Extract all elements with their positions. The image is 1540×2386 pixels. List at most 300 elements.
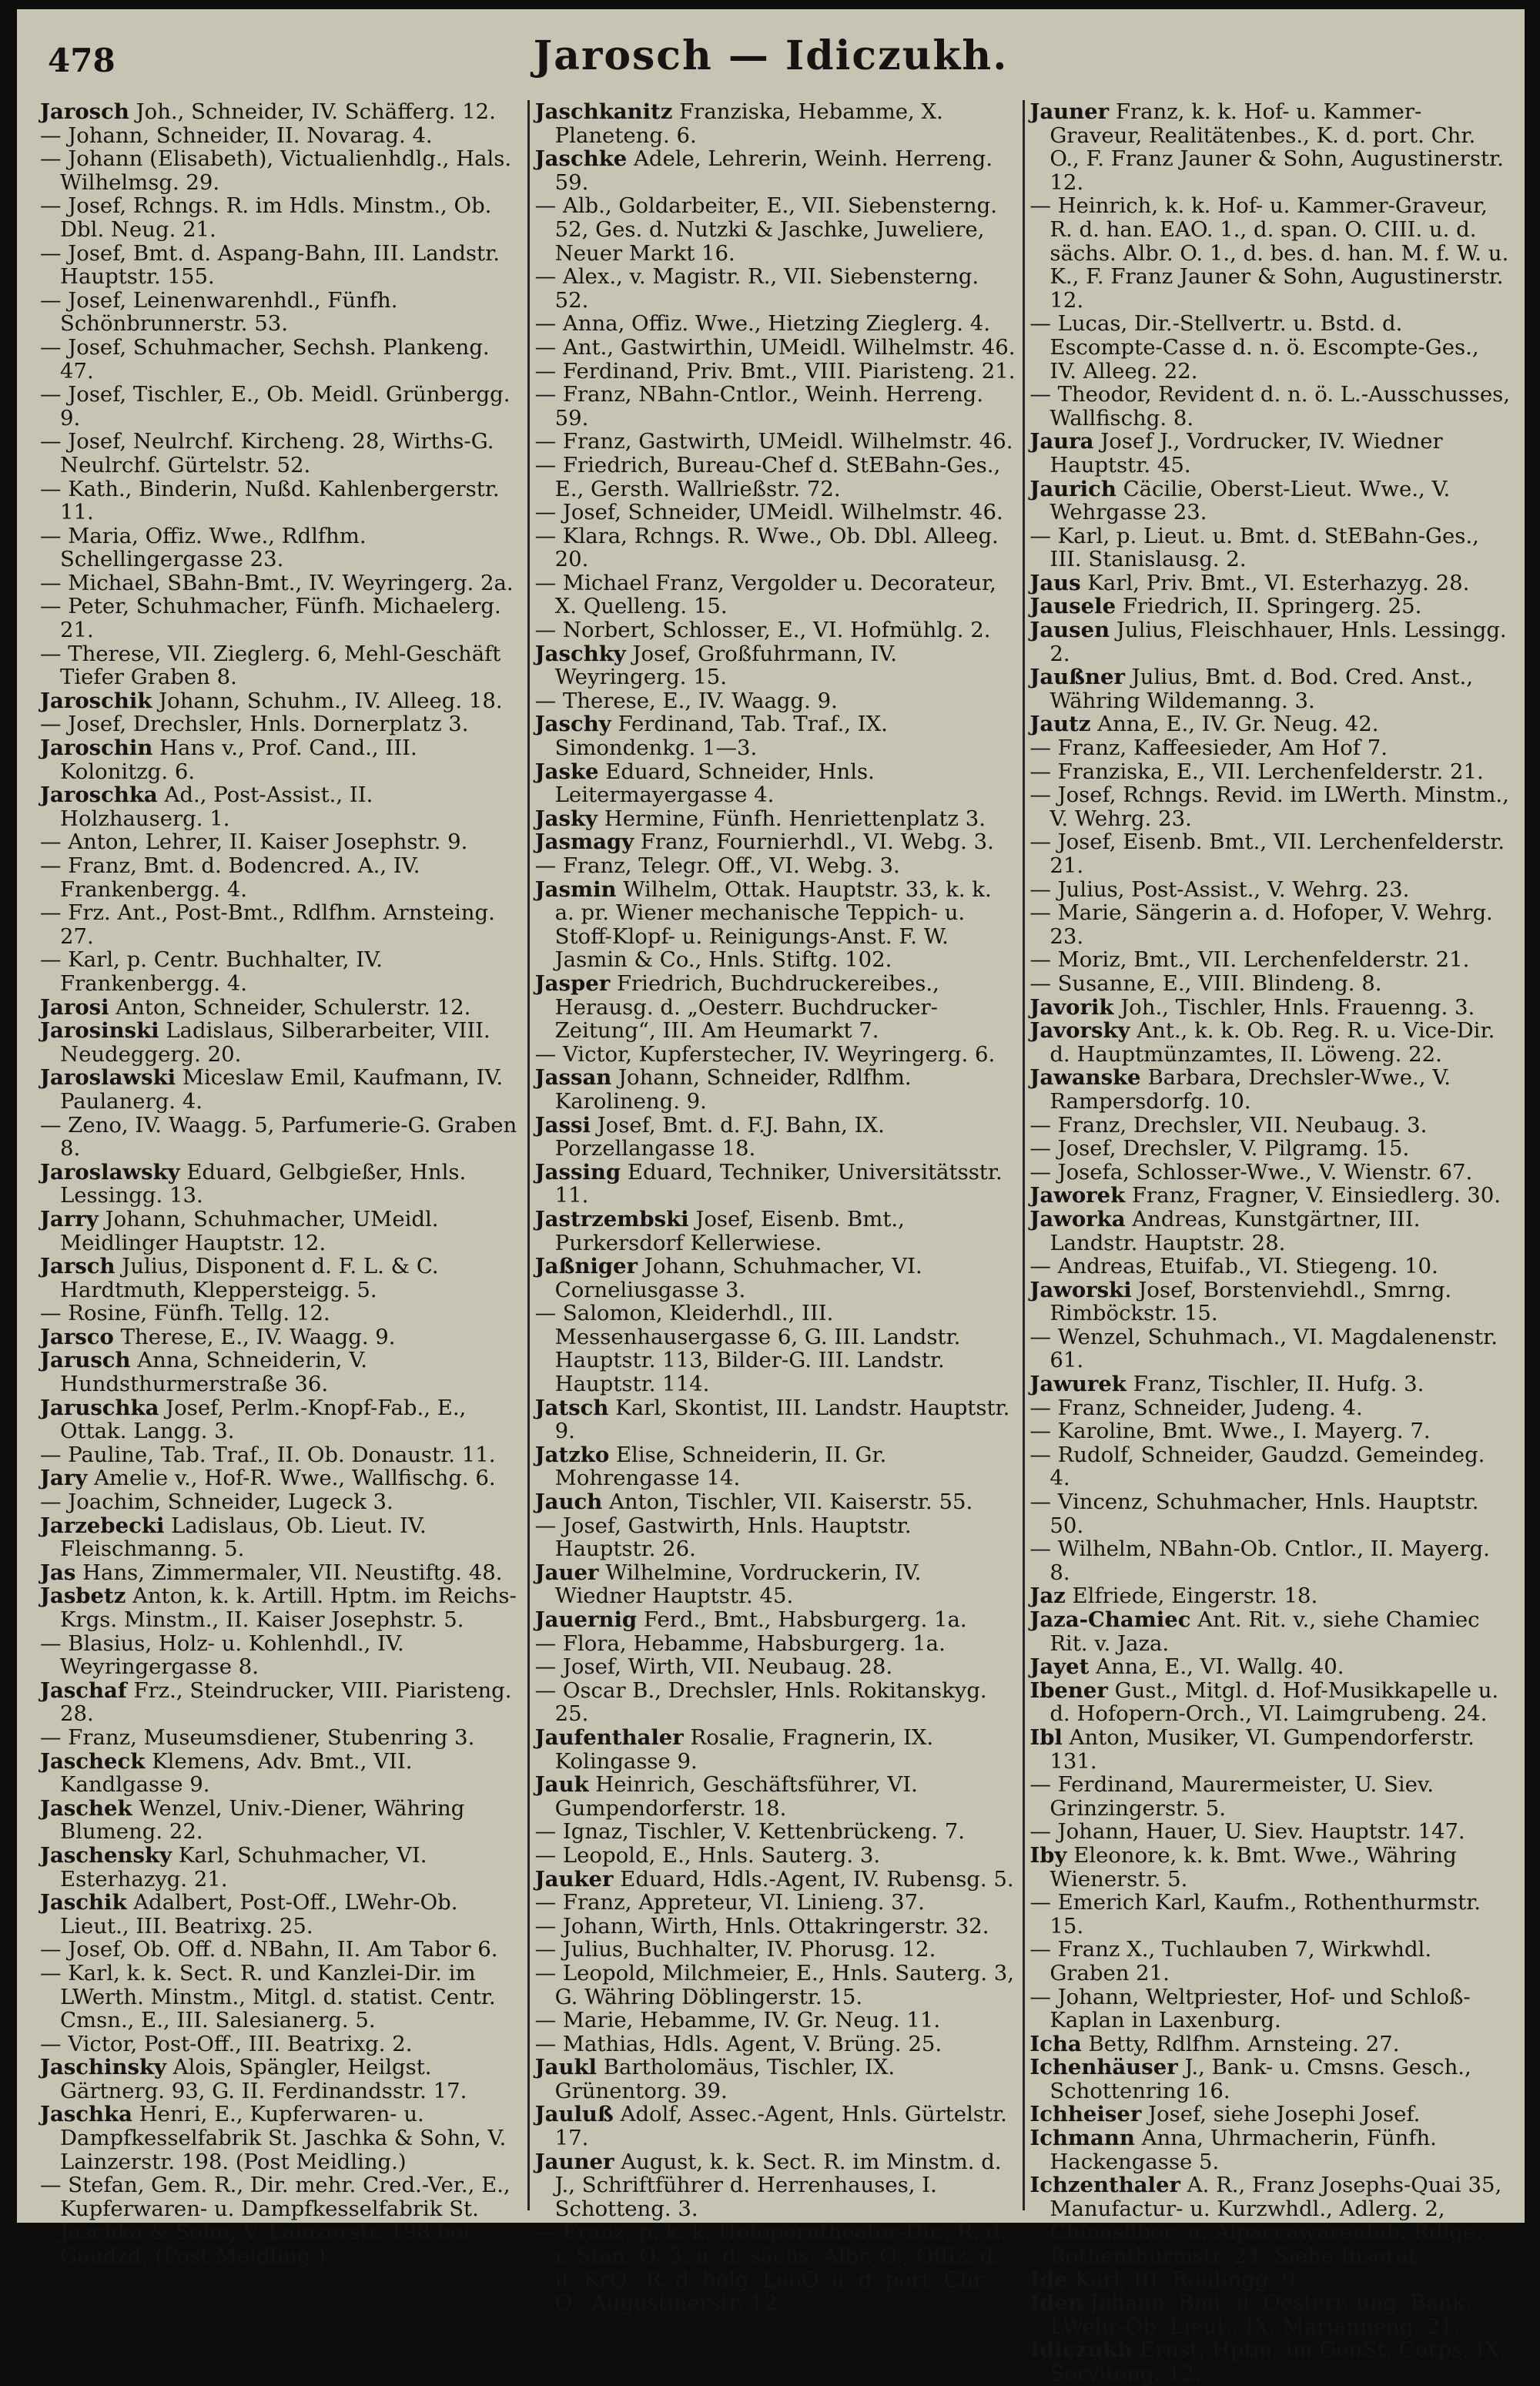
entry-text: — Karl, p. Lieut. u. Bmt. d. StEBahn-Ges., III. Stanislausg. 2. — [1029, 523, 1479, 572]
directory-entry — [40, 242, 521, 289]
column-3 — [1029, 100, 1511, 2386]
entry-surname: Jaroschik — [40, 688, 152, 713]
entry-text: — Ant., Gastwirthin, UMeidl. Wilhelmstr. 46. — [534, 334, 1016, 360]
directory-entry — [1029, 1537, 1511, 1584]
entry-surname: Jaßniger — [534, 1254, 638, 1279]
entry-surname: Jauk — [534, 1772, 589, 1798]
entry-surname: Jauer — [534, 1560, 599, 1585]
entry-surname: Jaza-Chamiec — [1029, 1607, 1191, 1632]
entry-text: — Emerich Karl, Kaufm., Rothenthurmstr. 15. — [1029, 1890, 1481, 1939]
directory-entry — [40, 1066, 521, 1113]
entry-text: — Josef, Neulrchf. Kircheng. 28, Wirths-G. Neulrchf. Gürtelstr. 52. — [40, 429, 494, 478]
entry-text: Johann, Schuhm., IV. Alleeg. 18. — [159, 688, 503, 713]
directory-entry — [535, 1490, 1016, 1514]
directory-entry — [40, 383, 521, 430]
directory-entry — [1029, 2268, 1511, 2292]
entry-surname: Jauner — [534, 2149, 614, 2174]
entry-surname: Icha — [1029, 2031, 1082, 2056]
directory-entry — [535, 1114, 1016, 1161]
entry-text: Anna, E., VI. Wallg. 40. — [1096, 1654, 1344, 1680]
entry-text: Gust., Mitgl. d. Hof-Musikkapelle u. d. Hofopern-Orch., VI. Laimgrubeng. 24. — [1050, 1677, 1499, 1727]
entry-text: — Michael Franz, Vergolder u. Decorateur, X. Quelleng. 15. — [534, 570, 996, 619]
entry-text: — Josef, Rchngs. Revid. im LWerth. Minstm., V. Wehrg. 23. — [1029, 782, 1509, 831]
directory-entry — [535, 878, 1016, 972]
entry-text: — Frz. Ant., Post-Bmt., Rdlfhm. Arnsteing. 27. — [40, 900, 495, 949]
entry-text: — Franz, Telegr. Off., VI. Webg. 3. — [534, 853, 900, 878]
directory-entry — [1029, 996, 1511, 1020]
directory-entry — [1029, 830, 1511, 877]
directory-entry — [40, 736, 521, 783]
directory-entry — [535, 194, 1016, 265]
entry-text: Heinrich, Geschäftsführer, VI. Gumpendorferstr. 18. — [554, 1772, 918, 1821]
entry-text: — Franz, Gastwirth, UMeidl. Wilhelmstr. 46. — [534, 429, 1013, 454]
directory-entry — [40, 1726, 521, 1750]
entry-text: — Josef, Leinenwarenhdl., Fünfh. Schönbrunnerstr. 53. — [40, 287, 398, 337]
entry-text: Franz, Tischler, II. Hufg. 3. — [1133, 1372, 1424, 1397]
directory-entry — [535, 2056, 1016, 2103]
directory-entry — [40, 524, 521, 571]
directory-entry — [1029, 878, 1511, 902]
directory-entry — [535, 1962, 1016, 2009]
page-number: 478 — [48, 42, 116, 79]
directory-entry — [535, 1820, 1016, 1844]
entry-surname: Jaroschin — [40, 736, 153, 761]
entry-surname: Jaus — [1029, 570, 1081, 595]
directory-entry — [1029, 194, 1511, 312]
entry-surname: Jarzebecki — [40, 1513, 165, 1538]
entry-text: Anton, Schneider, Schulerstr. 12. — [116, 994, 471, 1020]
entry-text: — Josef, Tischler, E., Ob. Meidl. Grünbergg. 9. — [40, 382, 511, 431]
entry-text: Rosalie, Fragnerin, IX. Kolingasse 9. — [554, 1724, 934, 1774]
directory-entry — [535, 147, 1016, 194]
page-header — [17, 9, 1525, 102]
entry-text: Eduard, Gelbgießer, Hnls. Lessingg. 13. — [60, 1159, 467, 1208]
entry-text: Ferdinand, Tab. Traf., IX. Simondenkg. 1—3. — [554, 712, 888, 761]
entry-surname: Jaußner — [1029, 665, 1126, 690]
entry-surname: Jaurich — [1029, 476, 1116, 501]
entry-text: Wenzel, Univ.-Diener, Währing Blumeng. 22. — [60, 1795, 465, 1845]
directory-entry — [1029, 736, 1511, 760]
entry-text: Anton, k. k. Artill. Hptm. im Reichs-Krgs. Minstm., II. Kaiser Josephstr. 5. — [60, 1583, 517, 1632]
entry-surname: Jaschaf — [40, 1677, 127, 1703]
directory-page — [17, 9, 1525, 2386]
directory-entry — [535, 830, 1016, 854]
entry-text: — Julius, Post-Assist., V. Wehrg. 23. — [1029, 876, 1410, 902]
entry-surname: Jaschensky — [40, 1842, 172, 1868]
directory-entry — [40, 1255, 521, 1302]
entry-surname: Jaschik — [40, 1890, 127, 1915]
entry-surname: Jatzko — [534, 1442, 610, 1467]
entry-text: Eleonore, k. k. Bmt. Wwe., Währing Wienerstr. 5. — [1050, 1842, 1457, 1892]
column-2 — [535, 100, 1016, 2386]
entry-text: — Peter, Schuhmacher, Fünfh. Michaelerg. 21. — [40, 594, 501, 643]
entry-text: — Johann (Elisabeth), Victualienhdlg., Hals. Wilhelmsg. 29. — [40, 146, 512, 195]
entry-text: — Karl, k. k. Sect. R. und Kanzlei-Dir. im LWerth. Minstm., Mitgl. d. statist. Centr. Cmsn., E., III. Salesianerg. 5. — [40, 1960, 496, 2033]
entry-surname: Jaworka — [1029, 1206, 1126, 1232]
directory-entry — [40, 712, 521, 736]
entry-text: Ladislaus, Silberarbeiter, VIII. Neudeggerg. 20. — [60, 1018, 490, 1067]
directory-entry — [40, 2103, 521, 2173]
directory-entry — [40, 1114, 521, 1161]
entry-text: Klemens, Adv. Bmt., VII. Kandlgasse 9. — [60, 1748, 413, 1798]
directory-entry — [1029, 1255, 1511, 1278]
directory-entry — [535, 689, 1016, 713]
directory-entry — [535, 1561, 1016, 1608]
directory-entry — [535, 100, 1016, 147]
directory-entry — [1029, 712, 1511, 736]
directory-entry — [40, 1161, 521, 1208]
directory-entry — [1029, 2338, 1511, 2385]
directory-entry — [1029, 1208, 1511, 1255]
entry-text: — Ferdinand, Maurermeister, U. Siev. Grinzingerstr. 5. — [1029, 1772, 1434, 1821]
entry-surname: Ichzenthaler — [1029, 2173, 1180, 2198]
directory-entry — [40, 289, 521, 336]
entry-text: Ladislaus, Ob. Lieut. IV. Fleischmanng. 5. — [60, 1513, 427, 1562]
directory-entry — [1029, 972, 1511, 996]
entry-text: — Josef, Wirth, VII. Neubaug. 28. — [534, 1654, 893, 1680]
entry-text: Adele, Lehrerin, Weinh. Herreng. 59. — [554, 146, 993, 195]
entry-text: Adolf, Assec.-Agent, Hnls. Gürtelstr. 17. — [554, 2102, 1007, 2151]
entry-text: — Franz, Appreteur, VI. Linieng. 37. — [534, 1890, 925, 1915]
entry-surname: Ide — [1029, 2267, 1068, 2292]
entry-text: Betty, Rdlfhm. Arnsteing. 27. — [1088, 2031, 1400, 2056]
directory-entry — [1029, 760, 1511, 784]
entry-text: Karl, Skontist, III. Landstr. Hauptstr. 9. — [554, 1395, 1010, 1444]
directory-entry — [40, 1561, 521, 1585]
directory-entry — [1029, 1726, 1511, 1773]
entry-text: Karl, III. Reulingg. 9. — [1074, 2267, 1303, 2292]
entry-text: — Blasius, Holz- u. Kohlenhdl., IV. Weyringergasse 8. — [40, 1630, 404, 1680]
directory-entry — [535, 430, 1016, 454]
entry-surname: Iden — [1029, 2290, 1083, 2316]
entry-text: — Franz, p. k. k. Hofoperntheater-Dir., R. d. r. Stan. O. 3. u. d. sächs. Albr. O., Offiz. d. it. KrO., R. d. belg. LeoO. u. d. port. Chr. O., Augustinerstr. 12. — [534, 2220, 1007, 2316]
directory-entry — [1029, 312, 1511, 383]
entry-text: — Stefan, Gem. R., Dir. mehr. Cred.-Ver., E., Kupferwaren- u. Dampfkesselfabrik St. Jaschka & Sohn, V. Lainzerstr. 198 bei Gaudzd. (Post Meidling.) — [40, 2173, 511, 2269]
entry-text: Andreas, Kunstgärtner, III. Landstr. Hauptstr. 28. — [1050, 1206, 1421, 1255]
entry-surname: Jasmin — [534, 876, 617, 902]
entry-text: Josef, Perlm.-Knopf-Fab., E., Ottak. Langg. 3. — [60, 1395, 467, 1444]
directory-entry — [1029, 2103, 1511, 2126]
entry-surname: Jassi — [534, 1112, 591, 1138]
directory-entry — [1029, 100, 1511, 194]
directory-entry — [40, 1584, 521, 1631]
directory-entry — [535, 1915, 1016, 1939]
entry-text: — Wenzel, Schuhmach., VI. Magdalenenstr. 61. — [1029, 1324, 1498, 1373]
directory-entry — [1029, 618, 1511, 665]
entry-text: — Victor, Post-Off., III. Beatrixg. 2. — [40, 2031, 413, 2056]
directory-entry — [40, 1679, 521, 1726]
directory-entry — [535, 1844, 1016, 1868]
entry-text: Franz, Fournierhdl., VI. Webg. 3. — [640, 829, 994, 855]
directory-entry — [535, 1302, 1016, 1396]
directory-entry — [535, 501, 1016, 524]
entry-text: — Heinrich, k. k. Hof- u. Kammer-Graveur, R. d. han. EAO. 1., d. span. O. CIII. u. d. sächs. Albr. O. 1., d. bes. d. han. M. f. W. u. K., F. Franz Jauner & Sohn, Augustinerstr. 12. — [1029, 193, 1509, 313]
directory-entry — [1029, 478, 1511, 524]
directory-entry — [1029, 1773, 1511, 1820]
directory-entry — [40, 830, 521, 854]
directory-entry — [535, 1938, 1016, 1962]
directory-entry — [535, 1208, 1016, 1255]
entry-surname: Jasbetz — [40, 1583, 126, 1609]
entry-text: Ernst, Hptm. im GenSt. Corps, IX. Serviteng. 12. — [1050, 2337, 1506, 2386]
entry-text: Josef, Bmt. d. F.J. Bahn, IX. Porzellangasse 18. — [554, 1112, 885, 1161]
directory-entry — [535, 1655, 1016, 1679]
entry-text: — Josefa, Schlosser-Wwe., V. Wienstr. 67. — [1029, 1159, 1473, 1185]
entry-text: Franz, k. k. Hof- u. Kammer-Graveur, Realitätenbes., K. d. port. Chr. O., F. Franz Jauner & Sohn, Augustinerstr. 12. — [1050, 99, 1504, 195]
entry-surname: Jauluß — [534, 2102, 614, 2127]
entry-surname: Jary — [40, 1466, 88, 1491]
directory-entry — [1029, 1396, 1511, 1420]
entry-text: — Franz, Museumsdiener, Stubenring 3. — [40, 1724, 475, 1750]
entry-text: — Susanne, E., VIII. Blindeng. 8. — [1029, 970, 1382, 996]
entry-surname: Jaura — [1029, 429, 1094, 454]
entry-text: — Josef, Rchngs. R. im Hdls. Minstm., Ob. Dbl. Neug. 21. — [40, 193, 492, 242]
entry-surname: Jaworski — [1029, 1277, 1132, 1302]
entry-surname: Jauner — [1029, 99, 1110, 124]
entry-text: — Vincenz, Schuhmacher, Hnls. Hauptstr. 50. — [1029, 1490, 1479, 1538]
directory-entry — [535, 1891, 1016, 1915]
entry-text: — Mathias, Hdls. Agent, V. Brüng. 25. — [534, 2031, 942, 2056]
entry-text: — Therese, E., IV. Waagg. 9. — [534, 688, 838, 713]
entry-text: — Andreas, Etuifab., VI. Stiegeng. 10. — [1029, 1254, 1438, 1279]
entry-surname: Jassing — [534, 1159, 621, 1185]
entry-text: Frz., Steindrucker, VIII. Piaristeng. 28. — [60, 1677, 512, 1727]
entry-surname: Jaroslawsky — [40, 1159, 180, 1185]
entry-text: Johann, Schneider, Rdlfhm. Karolineng. 9. — [554, 1065, 912, 1114]
entry-surname: Jaschky — [534, 641, 626, 666]
entry-text: — Anna, Offiz. Wwe., Hietzing Zieglerg. 4. — [534, 311, 990, 337]
entry-text: Anton, Tischler, VII. Kaiserstr. 55. — [608, 1490, 973, 1515]
entry-text: Josef J., Vordrucker, IV. Wiedner Hauptstr. 45. — [1050, 429, 1443, 478]
entry-text: — Oscar B., Drechsler, Hnls. Rokitanskyg. 25. — [534, 1677, 987, 1727]
entry-text: — Franz, Drechsler, VII. Neubaug. 3. — [1029, 1112, 1428, 1138]
entry-text: — Alb., Goldarbeiter, E., VII. Siebensterng. 52, Ges. d. Nutzki & Jaschke, Juweliere, Neuer Markt 16. — [534, 193, 997, 266]
directory-entry — [40, 2056, 521, 2103]
directory-entry — [535, 571, 1016, 618]
entry-surname: Ibl — [1029, 1724, 1063, 1750]
directory-entry — [1029, 1986, 1511, 2032]
entry-text: — Therese, VII. Zieglerg. 6, Mehl-Geschäft Tiefer Graben 8. — [40, 641, 501, 690]
directory-entry — [1029, 2032, 1511, 2056]
entry-surname: Jauch — [534, 1490, 603, 1515]
directory-entry — [40, 996, 521, 1020]
entry-text: Wilhelm, Ottak. Hauptstr. 33, k. k. a. pr. Wiener mechanische Teppich- u. Stoff-Klopf- u. Reinigungs-Anst. F. W. Jasmin & Co., Hnls. Stiftg. 102. — [554, 876, 992, 973]
entry-text: Joh., Tischler, Hnls. Frauenng. 3. — [1120, 994, 1475, 1020]
entry-text: Franz, Fragner, V. Einsiedlerg. 30. — [1131, 1183, 1502, 1208]
entry-text: Hermine, Fünfh. Henriettenplatz 3. — [604, 806, 986, 831]
directory-entry — [40, 1443, 521, 1467]
directory-entry — [1029, 1161, 1511, 1185]
directory-entry — [40, 1208, 521, 1255]
entry-surname: Jawurek — [1029, 1372, 1127, 1397]
page-title: Jarosch — Idiczukh. — [533, 32, 1009, 79]
directory-entry — [40, 147, 521, 194]
directory-entry — [40, 1632, 521, 1679]
directory-entry — [1029, 571, 1511, 595]
entry-text: Adalbert, Post-Off., LWehr-Ob. Lieut., III. Beatrixg. 25. — [60, 1890, 458, 1939]
entry-text: Julius, Disponent d. F. L. & C. Hardtmuth, Kleppersteigg. 5. — [60, 1254, 439, 1302]
directory-entry — [40, 1891, 521, 1938]
entry-text: J., Bank- u. Cmsns. Gesch., Schottenring 16. — [1050, 2055, 1471, 2103]
entry-text: — Josef, Schuhmacher, Sechsh. Plankeng. 47. — [40, 334, 490, 384]
column-1 — [40, 100, 521, 2386]
entry-surname: Jausele — [1029, 594, 1116, 619]
directory-entry — [40, 336, 521, 383]
directory-entry — [1029, 948, 1511, 972]
entry-text: — Michael, SBahn-Bmt., IV. Weyringerg. 2a. — [40, 570, 514, 595]
directory-entry — [535, 1161, 1016, 1208]
entry-text: — Anton, Lehrer, II. Kaiser Josephstr. 9. — [40, 829, 468, 855]
entry-text: — Leopold, Milchmeier, E., Hnls. Sauterg. 3, G. Währing Döblingerstr. 15. — [534, 1960, 1015, 2009]
directory-entry — [535, 1773, 1016, 1820]
directory-entry — [1029, 1584, 1511, 1608]
entry-text: Julius, Fleischhauer, Hnls. Lessingg. 2. — [1050, 618, 1507, 666]
directory-entry — [1029, 2173, 1511, 2267]
directory-entry — [535, 524, 1016, 571]
entry-surname: Jaschek — [40, 1795, 132, 1821]
directory-entry — [1029, 1844, 1511, 1891]
directory-entry — [1029, 1679, 1511, 1726]
entry-text: — Josef, Gastwirth, Hnls. Hauptstr. Hauptstr. 26. — [534, 1513, 912, 1562]
entry-surname: Javorik — [1029, 994, 1114, 1020]
entry-text: Johann, Schuhmacher, VI. Corneliusgasse 3. — [554, 1254, 922, 1302]
directory-entry — [535, 854, 1016, 878]
entry-text: — Johann, Weltpriester, Hof- und Schloß-Kaplan in Laxenburg. — [1029, 1984, 1471, 2033]
directory-entry — [535, 972, 1016, 1043]
entry-text: — Rosine, Fünfh. Tellg. 12. — [40, 1301, 330, 1326]
entry-text: — Karl, p. Centr. Buchhalter, IV. Frankenbergg. 4. — [40, 947, 383, 996]
entry-text: Anna, Schneiderin, V. Hundsthurmerstraße 36. — [60, 1348, 367, 1397]
directory-entry — [1029, 1608, 1511, 1655]
entry-text: Friedrich, II. Springerg. 25. — [1122, 594, 1422, 619]
entry-text: — Karoline, Bmt. Wwe., I. Mayerg. 7. — [1029, 1419, 1431, 1444]
directory-entry — [1029, 2291, 1511, 2338]
entry-surname: Jarosi — [40, 994, 109, 1020]
entry-text: — Josef, Bmt. d. Aspang-Bahn, III. Landstr. Hauptstr. 155. — [40, 240, 500, 290]
directory-entry — [1029, 1655, 1511, 1679]
entry-surname: Jassan — [534, 1065, 612, 1091]
entry-text: Johann, Bmt. d. Oesterr. ung. Bank, LWehr-Ob. Lieut., IX. Marianneng. 21. — [1050, 2290, 1472, 2339]
directory-entry — [40, 1490, 521, 1514]
directory-entry — [535, 1443, 1016, 1490]
directory-entry — [40, 2032, 521, 2056]
directory-entry — [1029, 1066, 1511, 1113]
directory-entry — [1029, 1443, 1511, 1490]
entry-text: — Rudolf, Schneider, Gaudzd. Gemeindeg. 4. — [1029, 1442, 1485, 1491]
directory-entry — [1029, 595, 1511, 618]
entry-text: — Victor, Kupferstecher, IV. Weyringerg. 6. — [534, 1041, 996, 1067]
entry-text: — Pauline, Tab. Traf., II. Ob. Donaustr. 11. — [40, 1442, 496, 1467]
directory-entry — [1029, 1490, 1511, 1537]
entry-surname: Jastrzembski — [534, 1206, 689, 1232]
entry-text: Josef, siehe Josephi Josef. — [1148, 2102, 1421, 2127]
directory-entry — [1029, 1278, 1511, 1325]
entry-surname: Jasper — [534, 970, 611, 996]
entry-surname: Jaschy — [534, 712, 611, 737]
directory-entry — [535, 454, 1016, 501]
directory-entry — [1029, 1325, 1511, 1372]
directory-entry — [1029, 383, 1511, 430]
entry-text: Franziska, Hebamme, X. Planeteng. 6. — [554, 99, 943, 148]
entry-text: — Klara, Rchngs. R. Wwe., Ob. Dbl. Alleeg. 20. — [534, 523, 999, 572]
directory-entry — [535, 2220, 1016, 2314]
entry-surname: Jaroslawski — [40, 1065, 176, 1091]
entry-surname: Jaworek — [1029, 1183, 1126, 1208]
entry-text: Henri, E., Kupferwaren- u. Dampfkesselfabrik St. Jaschka & Sohn, V. Lainzerstr. 198. (Post Meidling.) — [60, 2102, 507, 2174]
entry-text: — Theodor, Revident d. n. ö. L.-Ausschusses, Wallfischg. 8. — [1029, 382, 1511, 431]
directory-entry — [40, 901, 521, 948]
entry-text: Bartholomäus, Tischler, IX. Grünentorg. 39. — [554, 2055, 896, 2103]
entry-text: Elise, Schneiderin, II. Gr. Mohrengasse 14. — [554, 1442, 887, 1491]
entry-surname: Jawanske — [1029, 1065, 1141, 1091]
directory-entry — [1029, 1372, 1511, 1396]
entry-text: — Flora, Hebamme, Habsburgerg. 1a. — [534, 1630, 946, 1656]
entry-text: Amelie v., Hof-R. Wwe., Wallfischg. 6. — [94, 1466, 496, 1491]
directory-entry — [535, 336, 1016, 360]
entry-text: Josef, Eisenb. Bmt., Purkersdorf Kellerwiese. — [554, 1206, 905, 1255]
entry-surname: Idiczukh — [1029, 2337, 1133, 2363]
directory-entry — [535, 760, 1016, 807]
directory-entry — [40, 1750, 521, 1797]
entry-text: Wilhelmine, Vordruckerin, IV. Wiedner Hauptstr. 45. — [554, 1560, 922, 1609]
entry-text: Joh., Schneider, IV. Schäfferg. 12. — [136, 99, 496, 124]
entry-surname: Jaufenthaler — [534, 1724, 684, 1750]
directory-entry — [535, 618, 1016, 642]
entry-surname: Jasmagy — [534, 829, 634, 855]
entry-text: Cäcilie, Oberst-Lieut. Wwe., V. Wehrgasse 23. — [1050, 476, 1451, 525]
entry-text: — Franziska, E., VII. Lerchenfelderstr. 21. — [1029, 759, 1484, 784]
entry-surname: Jaske — [534, 759, 599, 784]
entry-text: — Joachim, Schneider, Lugeck 3. — [40, 1490, 393, 1515]
directory-entry — [1029, 524, 1511, 571]
entry-text: Josef, Großfuhrmann, IV. Weyringerg. 15. — [554, 641, 897, 690]
entry-text: — Franz, NBahn-Cntlor., Weinh. Herreng. 59. — [534, 382, 983, 431]
directory-entry — [40, 1019, 521, 1066]
entry-text: Barbara, Drechsler-Wwe., V. Rampersdorfg. 10. — [1050, 1065, 1451, 1114]
entry-text: — Josef, Ob. Off. d. NBahn, II. Am Tabor 6. — [40, 1937, 498, 1962]
directory-entry — [1029, 1938, 1511, 1985]
directory-entry — [40, 1938, 521, 1962]
entry-text: — Maria, Offiz. Wwe., Rdlfhm. Schellingergasse 23. — [40, 523, 367, 572]
directory-entry — [1029, 1019, 1511, 1066]
entry-text: Hans v., Prof. Cand., III. Kolonitzg. 6. — [60, 736, 417, 784]
directory-entry — [1029, 430, 1511, 477]
entry-text: Anna, Uhrmacherin, Fünfh. Hackengasse 5. — [1050, 2126, 1437, 2174]
entry-surname: Jaschinsky — [40, 2055, 167, 2080]
directory-entry — [1029, 665, 1511, 712]
entry-surname: Jaschka — [40, 2102, 132, 2127]
directory-entry — [40, 1466, 521, 1490]
directory-entry — [535, 1632, 1016, 1656]
entry-surname: Iby — [1029, 1842, 1067, 1868]
directory-entry — [1029, 1137, 1511, 1161]
entry-text: Ant. Rit. v., siehe Chamiec Rit. v. Jaza. — [1050, 1607, 1480, 1656]
entry-surname: Ichmann — [1029, 2126, 1135, 2151]
entry-text: Eduard, Techniker, Universitätsstr. 11. — [554, 1159, 1003, 1208]
directory-entry — [535, 1726, 1016, 1773]
directory-entry — [1029, 901, 1511, 948]
entry-text: Josef, Borstenviehdl., Smrng. Rimböckstr. 15. — [1050, 1277, 1452, 1326]
entry-text: Hans, Zimmermaler, VII. Neustiftg. 48. — [82, 1560, 503, 1585]
entry-text: — Josef, Drechsler, V. Pilgramg. 15. — [1029, 1136, 1410, 1161]
entry-text: Miceslaw Emil, Kaufmann, IV. Paulanerg. 4. — [60, 1065, 504, 1114]
entry-surname: Jasky — [534, 806, 598, 831]
directory-entry — [40, 100, 521, 124]
entry-surname: Jarosinski — [40, 1018, 159, 1044]
directory-entry — [40, 783, 521, 830]
directory-entry — [40, 1302, 521, 1325]
directory-entry — [40, 689, 521, 713]
